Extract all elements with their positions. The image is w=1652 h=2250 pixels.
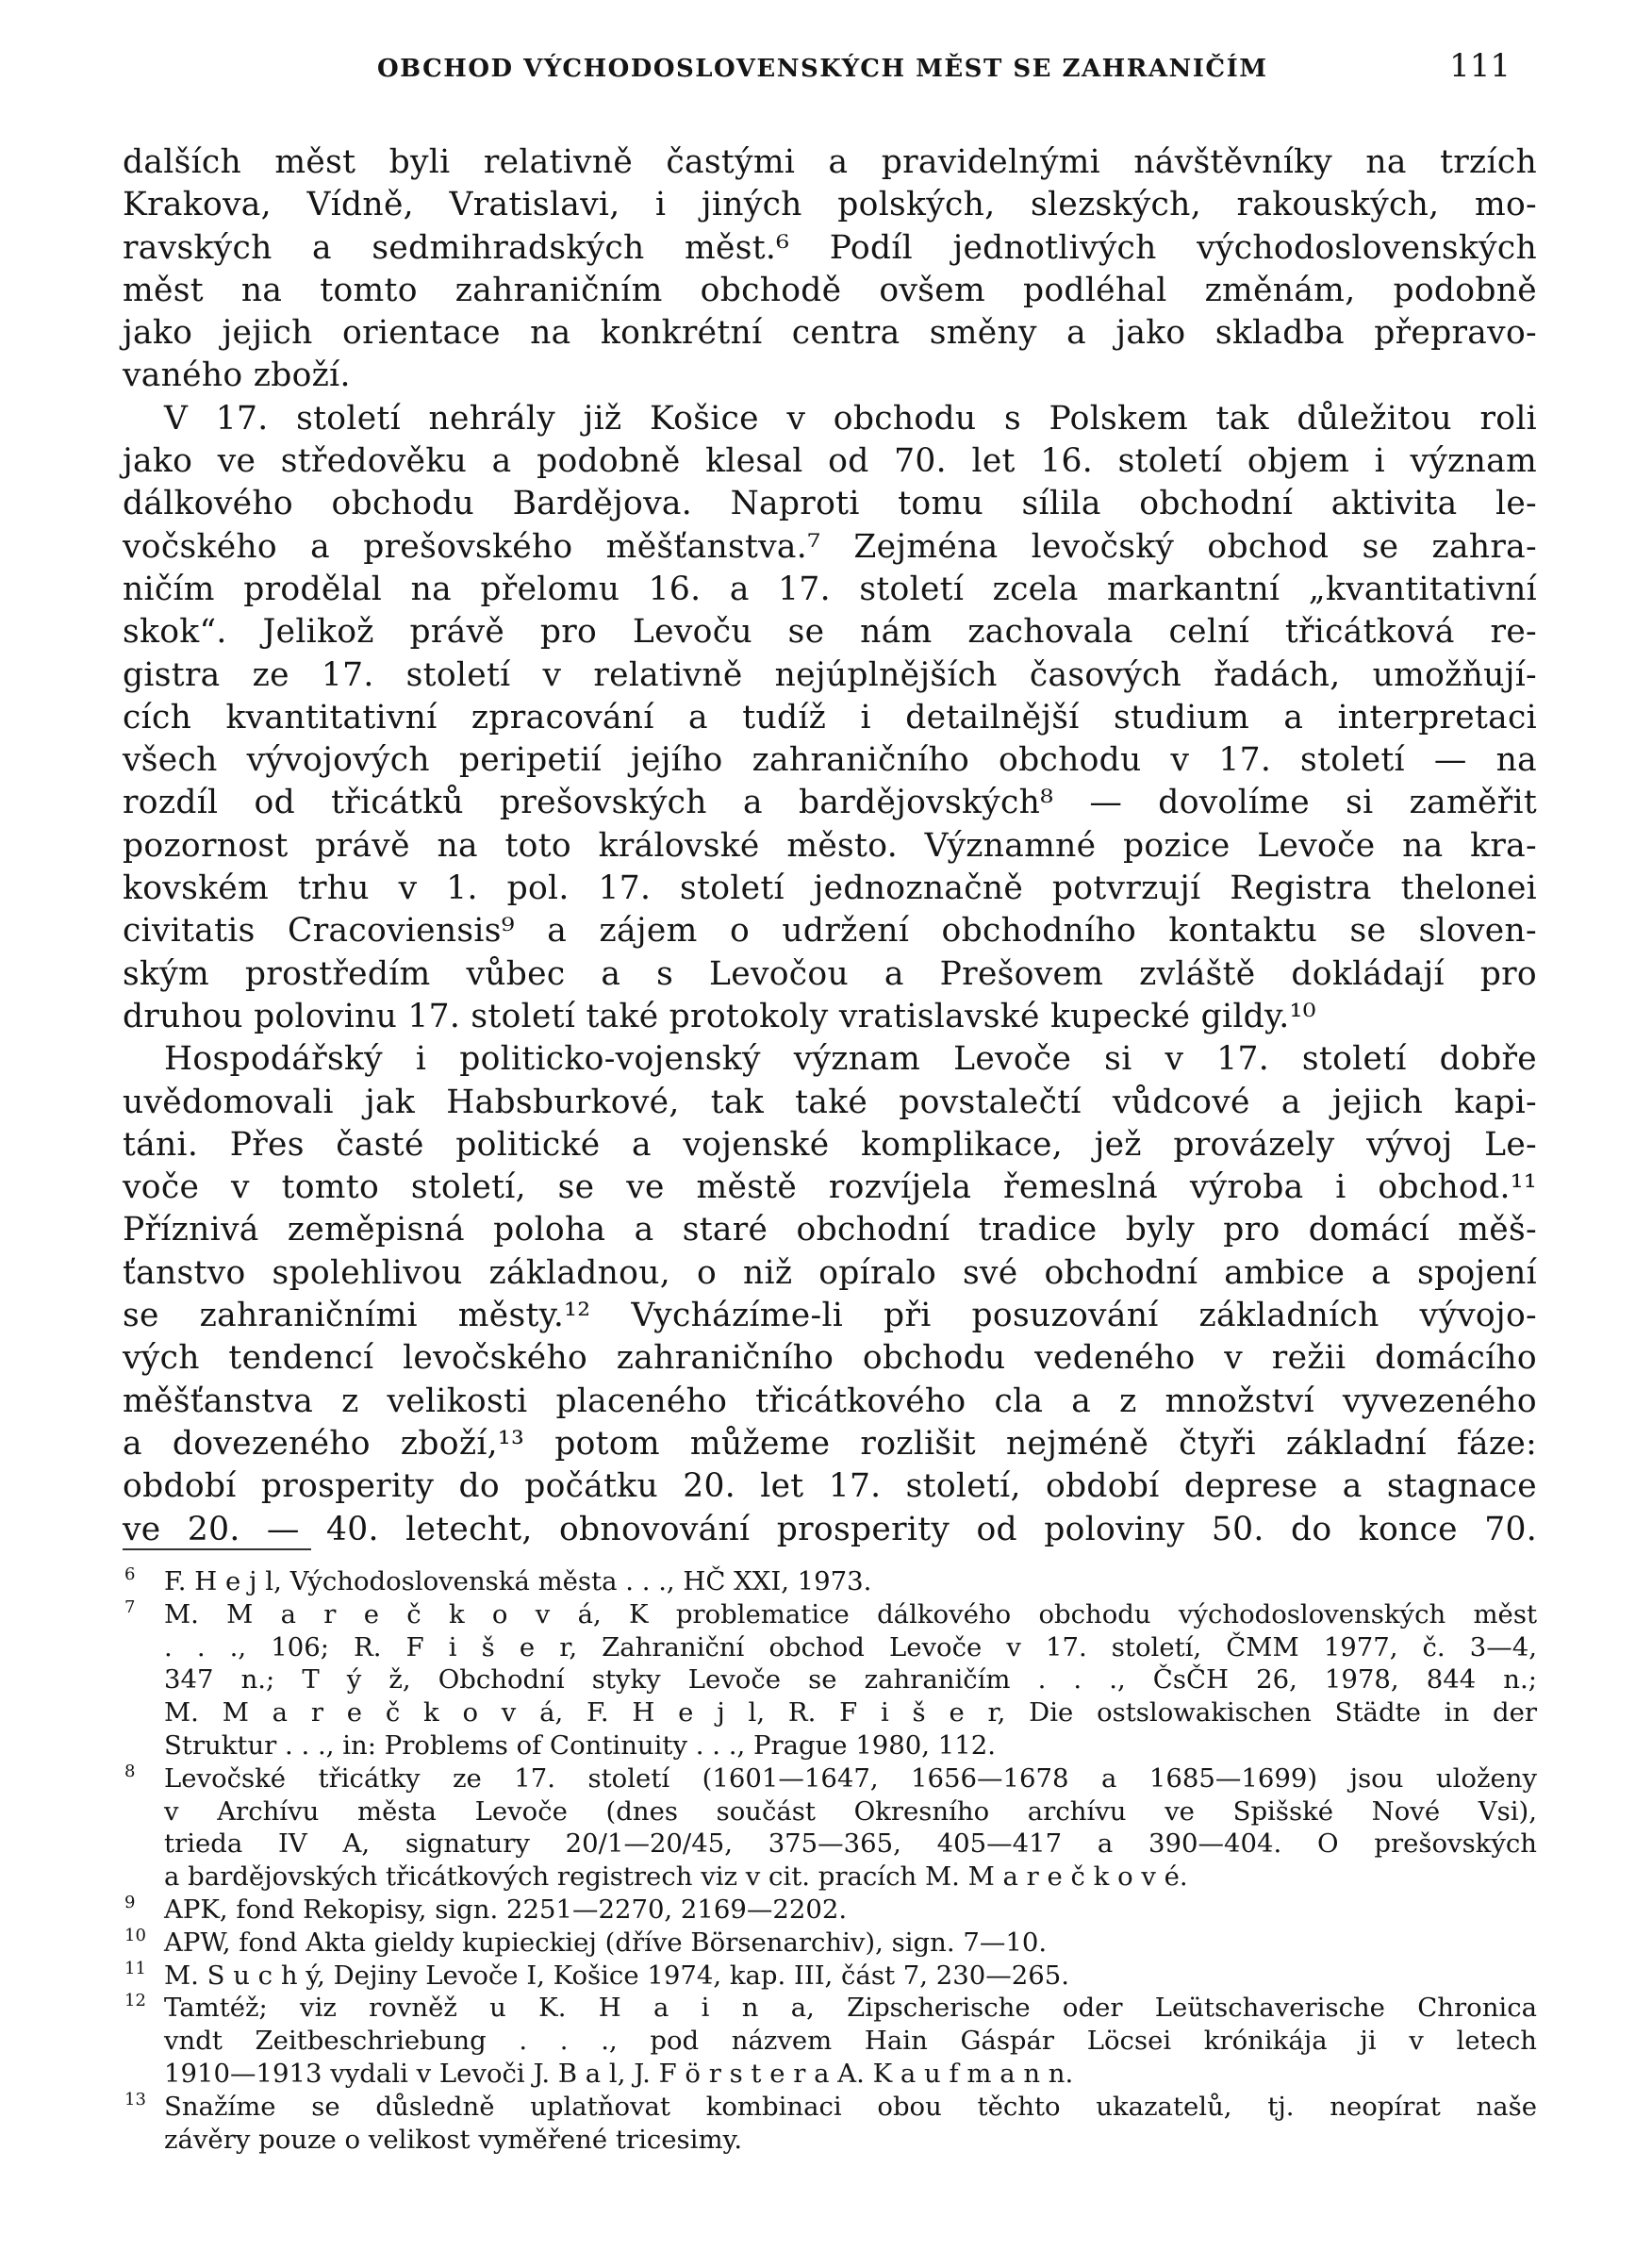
footnote-line: trieda IV A, signatury 20/1—20/45, 375—365, 405—417 a 390—404. O prešovských [164, 1828, 1537, 1860]
body-line: měšťanstva z velikosti placeného třicátkového cla a z množství vyvezeného [123, 1381, 1537, 1420]
body-line: ťanstvo spolehlivou základnou, o niž opíralo své obchodní ambice a spojení [123, 1253, 1537, 1292]
body-line: uvědomovali jak Habsburkové, tak také povstalečtí vůdcové a jejich kapi- [123, 1083, 1537, 1121]
footnote-line: Struktur . . ., in: Problems of Continuity . . ., Prague 1980, 112. [164, 1729, 997, 1761]
footnote-line: závěry pouze o velikost vyměřené tricesimy. [164, 2124, 743, 2155]
footnote-number: 12 [124, 1991, 146, 2011]
footnote-separator [123, 1548, 311, 1550]
body-line: ve 20. — 40. letecht, obnovování prosperity od poloviny 50. do konce 70. [123, 1510, 1537, 1548]
body-line: druhou polovinu 17. století také protokoly vratislavské kupecké gildy.¹⁰ [123, 997, 1316, 1035]
body-line: dalších měst byli relativně častými a pravidelnými návštěvníky na trzích [123, 143, 1537, 181]
footnotes [123, 1565, 1537, 2156]
body-line: vých tendencí levočského zahraničního obchodu vedeného v režii domácího [123, 1339, 1537, 1378]
footnote-12 [123, 1992, 1537, 2090]
footnote-11 [123, 1960, 1537, 1993]
body-line: všech vývojových peripetií jejího zahraničního obchodu v 17. století — na [123, 741, 1537, 780]
footnote-number: 7 [124, 1597, 136, 1617]
footnote-7 [123, 1598, 1537, 1762]
body-line: dálkového obchodu Bardějova. Naproti tomu sílila obchodní aktivita le- [123, 485, 1537, 523]
footnote-line: v Archívu města Levoče (dnes součást Okresního archívu ve Spišské Nové Vsi), [164, 1795, 1537, 1827]
body-line: jako jejich orientace na konkrétní centra směny a jako skladba přepravo- [123, 314, 1537, 353]
footnote-9 [123, 1894, 1537, 1927]
footnote-line: 1910—1913 vydali v Levoči J. B a l, J. F ö r s t e r a A. K a u f m a n n. [164, 2058, 1074, 2089]
body-line: skok“. Jelikož právě pro Levoču se nám zachovala celní třicátková re- [123, 613, 1537, 652]
body-line: V 17. století nehrály již Košice v obchodu s Polskem tak důležitou roli [164, 399, 1537, 438]
body-text [123, 141, 1537, 1551]
footnote-line: Snažíme se důsledně uplatňovat kombinaci obou těchto ukazatelů, tj. neopírat naše [164, 2091, 1537, 2122]
footnote-8 [123, 1762, 1537, 1894]
footnote-line: M. S u c h ý, Dejiny Levoče I, Košice 1974, kap. III, část 7, 230—265. [164, 1960, 1069, 1991]
footnote-6 [123, 1565, 1537, 1598]
body-line: ravských a sedmihradských měst.⁶ Podíl jednotlivých východoslovenských [123, 228, 1537, 267]
body-line: civitatis Cracoviensis⁹ a zájem o udržení obchodního kontaktu se sloven- [123, 912, 1537, 951]
body-line: jako ve středověku a podobně klesal od 70. let 16. století objem i význam [123, 442, 1537, 481]
footnote-line: APK, fond Rekopisy, sign. 2251—2270, 2169—2202. [164, 1894, 848, 1925]
body-line: Hospodářský i politicko-vojenský význam Levoče si v 17. století dobře [164, 1040, 1537, 1079]
body-line: období prosperity do počátku 20. let 17. století, období deprese a stagnace [123, 1467, 1537, 1506]
body-line: se zahraničními městy.¹² Vycházíme-li při posuzování základních vývojo- [123, 1297, 1537, 1335]
body-line: Příznivá zeměpisná poloha a staré obchodní tradice byly pro domácí měš- [123, 1211, 1537, 1249]
body-line: táni. Přes časté politické a vojenské komplikace, jež provázely vývoj Le- [123, 1125, 1537, 1164]
footnote-line: Levočské třicátky ze 17. století (1601—1647, 1656—1678 a 1685—1699) jsou uloženy [164, 1762, 1537, 1794]
body-line: měst na tomto zahraničním obchodě ovšem podléhal změnám, podobně [123, 271, 1537, 309]
footnote-number: 6 [124, 1564, 136, 1584]
body-line: vaného zboží. [123, 356, 351, 395]
footnote-13 [123, 2091, 1537, 2157]
body-line: ničím prodělal na přelomu 16. a 17. století zcela markantní „kvantitativní [123, 570, 1537, 608]
footnote-number: 13 [124, 2089, 146, 2109]
footnote-line: M. M a r e č k o v á, K problematice dálkového obchodu východoslovenských měst [164, 1598, 1537, 1630]
body-line: voče v tomto století, se ve městě rozvíjela řemeslná výroba i obchod.¹¹ [123, 1168, 1537, 1207]
footnote-number: 8 [124, 1761, 136, 1781]
footnote-number: 11 [124, 1958, 146, 1978]
footnote-line: Tamtéž; viz rovněž u K. H a i n a, Zipscherische oder Leütschaverische Chronica [164, 1993, 1537, 2024]
footnote-number: 9 [124, 1892, 136, 1912]
footnote-line: APW, fond Akta gieldy kupieckiej (dříve Börsenarchiv), sign. 7—10. [164, 1927, 1048, 1958]
footnote-10 [123, 1927, 1537, 1960]
body-line: pozornost právě na toto královské město. Významné pozice Levoče na kra- [123, 826, 1537, 865]
body-line: ským prostředím vůbec a s Levočou a Prešovem zvláště dokládají pro [123, 954, 1537, 993]
footnote-line: 347 n.; T ý ž, Obchodní styky Levoče se zahraničím . . ., ČsČH 26, 1978, 844 n.; [164, 1664, 1537, 1696]
page-number: 111 [1449, 47, 1511, 85]
footnote-line: F. H e j l, Východoslovenská města . . ., HČ XXI, 1973. [164, 1566, 872, 1597]
body-line: Krakova, Vídně, Vratislavi, i jiných polských, slezských, rakouských, mo- [123, 186, 1537, 224]
running-title: OBCHOD VÝCHODOSLOVENSKÝCH MĚST SE ZAHRANIČÍM [377, 55, 1268, 83]
body-line: kovském trhu v 1. pol. 17. století jednoznačně potvrzují Registra thelonei [123, 869, 1537, 908]
footnote-line: M. M a r e č k o v á, F. H e j l, R. F i š e r, Die ostslowakischen Städte in der [164, 1697, 1537, 1729]
body-line: vočského a prešovského měšťanstva.⁷ Zejména levočský obchod se zahra- [123, 527, 1537, 566]
body-line: rozdíl od třicátků prešovských a bardějovských⁸ — dovolíme si zaměřit [123, 784, 1537, 822]
body-line: cích kvantitativní zpracování a tudíž i detailnější studium a interpretaci [123, 698, 1537, 736]
body-line: a dovezeného zboží,¹³ potom můžeme rozlišit nejméně čtyři základní fáze: [123, 1424, 1537, 1463]
footnote-line: . . ., 106; R. F i š e r, Zahraniční obchod Levoče v 17. století, ČMM 1977, č. 3—4, [164, 1631, 1537, 1663]
footnote-line: vndt Zeitbeschriebung . . ., pod názvem Hain Gáspár Löcsei krónikája ji v letech [164, 2026, 1537, 2057]
footnote-number: 10 [124, 1925, 146, 1945]
footnote-line: a bardějovských třicátkových registrech viz v cit. pracích M. M a r e č k o v é. [164, 1861, 1188, 1893]
body-line: gistra ze 17. století v relativně nejúplnějších časových řadách, umožňují- [123, 655, 1537, 694]
